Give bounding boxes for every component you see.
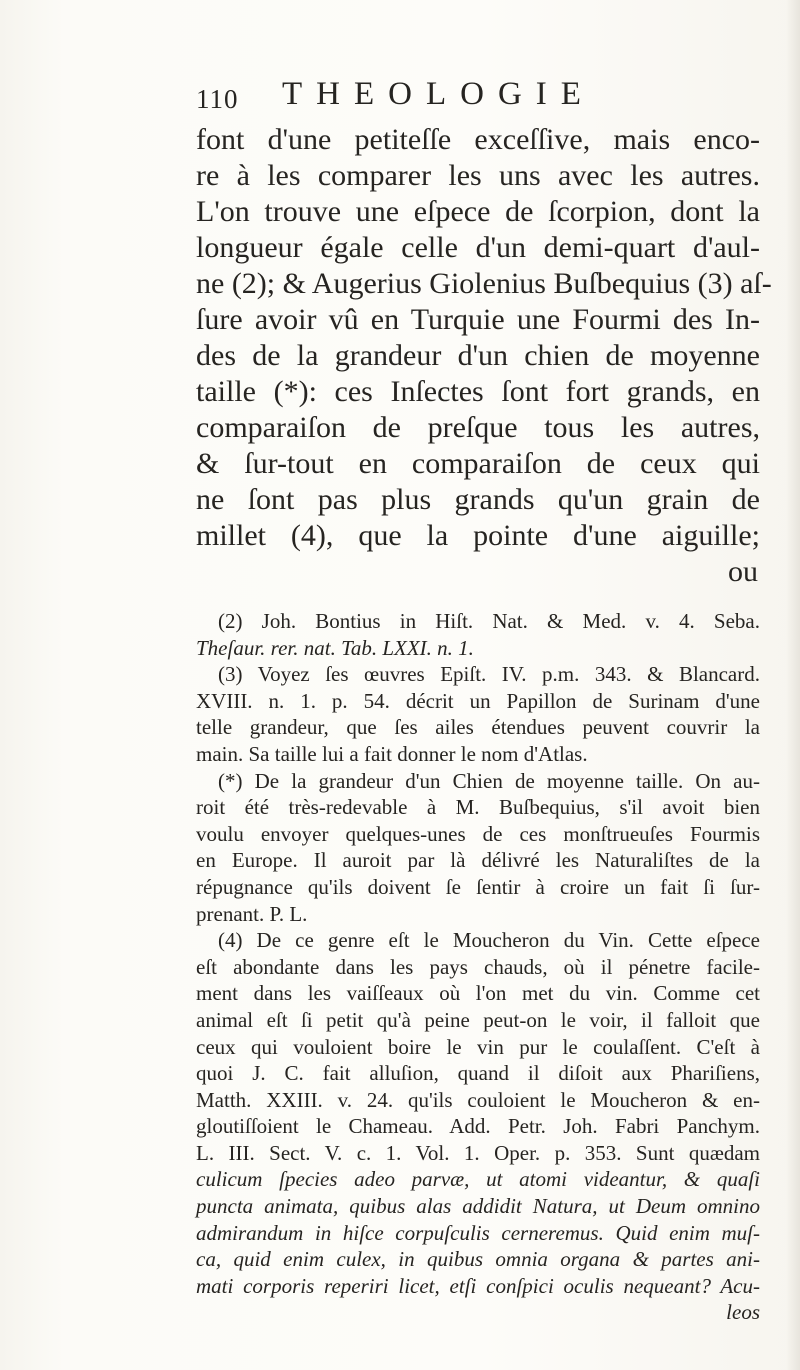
- note-line: Matth. XXIII. v. 24. qu'ils couloient le Moucheron & en-: [196, 1087, 760, 1112]
- footnotes: [196, 608, 760, 1326]
- page-number: 110: [196, 84, 239, 114]
- note-line: Theſaur. rer. nat. Tab. LXXI. n. 1.: [196, 635, 474, 660]
- text-line: & ſur-tout en comparaiſon de ceux qui: [196, 447, 760, 480]
- note-line: (*) De la grandeur d'un Chien de moyenne taille. On au-: [218, 768, 760, 793]
- note-line: main. Sa taille lui a fait donner le nom d'Atlas.: [196, 741, 588, 766]
- note-line: en Europe. Il auroit par là délivré les Naturaliſtes de la: [196, 848, 760, 873]
- note-line: ca, quid enim culex, in quibus omnia organa & partes ani-: [196, 1247, 760, 1272]
- text-line: des de la grandeur d'un chien de moyenne: [196, 339, 760, 372]
- note-line: XVIII. n. 1. p. 54. décrit un Papillon de Surinam d'une: [196, 688, 760, 713]
- footnote-3: [196, 661, 760, 767]
- note-line: eſt abondante dans les pays chauds, où il pénetre facile-: [196, 954, 760, 979]
- page-edge-shadow: [786, 0, 800, 1370]
- text-line: comparaiſon de preſque tous les autres,: [196, 411, 760, 444]
- page-header: [196, 76, 756, 116]
- text-line: ſure avoir vû en Turquie une Fourmi des In-: [196, 303, 760, 336]
- note-line: (2) Joh. Bontius in Hiſt. Nat. & Med. v. 4. Seba.: [218, 609, 760, 633]
- note-line: L. III. Sect. V. c. 1. Vol. 1. Oper. p. 353. Sunt quædam: [196, 1140, 760, 1165]
- text-line: longueur égale celle d'un demi-quart d'aul-: [196, 231, 760, 264]
- text-line: L'on trouve une eſpece de ſcorpion, dont la: [196, 195, 760, 228]
- note-line: gloutiſſoient le Chameau. Add. Petr. Joh. Fabri Panchym.: [196, 1114, 760, 1139]
- note-line: puncta animata, quibus alas addidit Natura, ut Deum omnino: [196, 1194, 760, 1219]
- note-line: voulu envoyer quelques-unes de ces monſtrueuſes Fourmis: [196, 821, 760, 846]
- footnote-star: [196, 768, 760, 928]
- note-line: ceux qui vouloient boire le vin pur le coulaſſent. C'eſt à: [196, 1034, 760, 1059]
- note-line: mati corporis reperiri licet, etſi conſpici oculis nequeant? Acu-: [196, 1273, 760, 1298]
- text-line: font d'une petiteſſe exceſſive, mais enco-: [196, 123, 760, 156]
- note-line: prenant. P. L.: [196, 901, 308, 926]
- footnote-4: [196, 927, 760, 1326]
- note-line: (3) Voyez ſes œuvres Epiſt. IV. p.m. 343. & Blancard.: [218, 662, 760, 687]
- note-line: animal eſt ſi petit qu'à peine peut-on le voir, il falloit que: [196, 1007, 760, 1032]
- catchword-line: ou: [728, 555, 758, 588]
- note-line: (4) De ce genre eſt le Moucheron du Vin. Cette eſpece: [218, 928, 760, 953]
- text-line: ne ſont pas plus grands qu'un grain de: [196, 483, 760, 516]
- text-line: re à les comparer les uns avec les autres.: [196, 159, 760, 192]
- note-line: admirandum in hiſce corpuſculis cerneremus. Quid enim muſ-: [196, 1220, 760, 1245]
- note-line: quoi J. C. fait alluſion, quand il diſoit aux Phariſiens,: [196, 1061, 760, 1086]
- text-line: ne (2); & Augerius Giolenius Buſbequius (3) aſ-: [196, 267, 772, 300]
- note-line: culicum ſpecies adeo parvæ, ut atomi videantur, & quaſi: [196, 1167, 760, 1192]
- footnote-2: [196, 608, 760, 661]
- note-line: roit été très-redevable à M. Buſbequius, s'il avoit bien: [196, 795, 760, 820]
- catchword: leos: [726, 1300, 760, 1325]
- note-line: telle grandeur, que ſes ailes étendues peuvent couvrir la: [196, 715, 760, 740]
- note-line: répugnance qu'ils doivent ſe ſentir à croire un fait ſi ſur-: [196, 874, 760, 899]
- note-line: ment dans les vaiſſeaux où l'on met du vin. Comme cet: [196, 981, 760, 1006]
- text-line: millet (4), que la pointe d'une aiguille;: [196, 519, 760, 552]
- running-head: THEOLOGIE: [282, 76, 595, 112]
- text-line: taille (*): ces Inſectes ſont fort grands, en: [196, 375, 760, 408]
- main-text: [196, 122, 772, 590]
